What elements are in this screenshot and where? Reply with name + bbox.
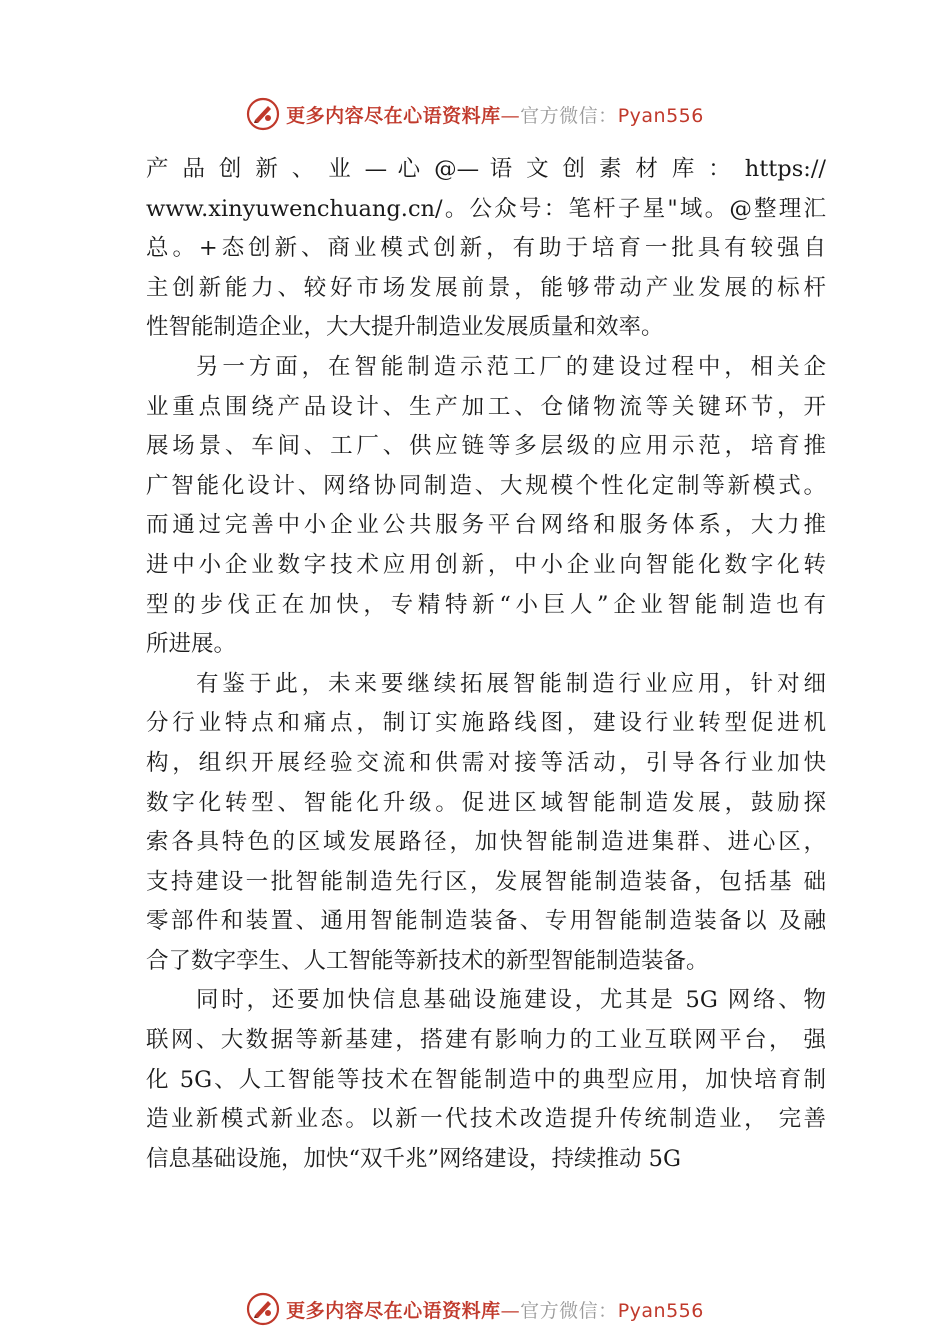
text-line: 所进展。 [146, 631, 237, 658]
paragraph [146, 150, 826, 348]
text-line: 另一方面，在智能制造示范工厂的建设过程中，相关企 [196, 353, 826, 380]
text-line: 分行业特点和痛点，制订实施路线图，建设行业转型促进机 [146, 710, 826, 737]
footer-banner [0, 1289, 950, 1329]
text-line: 支持建设一批智能制造先行区，发展智能制造装备，包括基 础 [146, 868, 826, 895]
text-line: 同时，还要加快信息基础设施建设，尤其是 5G 网络、物 [196, 987, 826, 1014]
text-line: 造业新模式新业态。以新一代技术改造提升传统制造业， 完善 [146, 1106, 826, 1133]
banner-text [286, 1296, 704, 1323]
banner-separator: — [500, 104, 521, 127]
banner-text [286, 101, 704, 128]
paragraph [146, 348, 826, 665]
banner-wechat-label: 官方微信： [520, 104, 618, 127]
paragraph [146, 665, 826, 982]
paragraph [146, 981, 826, 1179]
text-line: 产 品 创 新 、 业 — 心 @— 语 文 创 素 材 库 ： https:// [146, 156, 826, 182]
text-line: 总。+态创新、商业模式创新，有助于培育一批具有较强自 [146, 235, 826, 262]
text-line: 数字化转型、智能化升级。促进区域智能制造发展，鼓励探 [146, 789, 826, 816]
text-line: 而通过完善中小企业公共服务平台网络和服务体系，大力推 [146, 512, 826, 539]
text-line: 化 5G、人工智能等技术在智能制造中的典型应用，加快培育制 [146, 1066, 826, 1093]
text-line: www.xinyuwenchuang.cn/。公众号：笔杆子星"域。@整理汇 [146, 195, 826, 222]
document-body [146, 150, 826, 1179]
text-line: 有鉴于此，未来要继续拓展智能制造行业应用，针对细 [196, 670, 826, 697]
header-banner [0, 94, 950, 134]
text-line: 联网、大数据等新基建，搭建有影响力的工业互联网平台， 强 [146, 1027, 826, 1054]
text-line: 广智能化设计、网络协同制造、大规模个性化定制等新模式。 [146, 472, 826, 499]
text-line: 零部件和装置、通用智能制造装备、专用智能制造装备以 及融 [146, 908, 826, 935]
banner-wechat-id: Pyan556 [617, 1299, 704, 1322]
banner-site-name: 更多内容尽在心语资料库 [286, 104, 501, 127]
text-line: 型的步伐正在加快，专精特新“小巨人”企业智能制造也有 [146, 591, 826, 618]
banner-wechat-id: Pyan556 [617, 104, 704, 127]
text-line: 性智能制造企业，大大提升制造业发展质量和效率。 [146, 314, 664, 341]
text-line: 展场景、车间、工厂、供应链等多层级的应用示范，培育推 [146, 433, 826, 460]
text-line: 构，组织开展经验交流和供需对接等活动，引导各行业加快 [146, 749, 826, 776]
banner-wechat-label: 官方微信： [520, 1299, 618, 1322]
text-line: 主创新能力、较好市场发展前景，能够带动产业发展的标杆 [146, 274, 826, 301]
text-line: 业重点围绕产品设计、生产加工、仓储物流等关键环节，开 [146, 393, 826, 420]
banner-separator: — [500, 1299, 521, 1322]
text-line: 信息基础设施，加快“双千兆”网络建设，持续推动 5G [146, 1145, 681, 1172]
text-line: 合了数字孪生、人工智能等新技术的新型智能制造装备。 [146, 947, 709, 974]
seal-logo-icon [246, 97, 280, 131]
seal-logo-icon [246, 1292, 280, 1326]
text-line: 索各具特色的区域发展路径，加快智能制造进集群、进心区， [146, 829, 826, 856]
banner-site-name: 更多内容尽在心语资料库 [286, 1299, 501, 1322]
text-line: 进中小企业数字技术应用创新，中小企业向智能化数字化转 [146, 551, 826, 578]
